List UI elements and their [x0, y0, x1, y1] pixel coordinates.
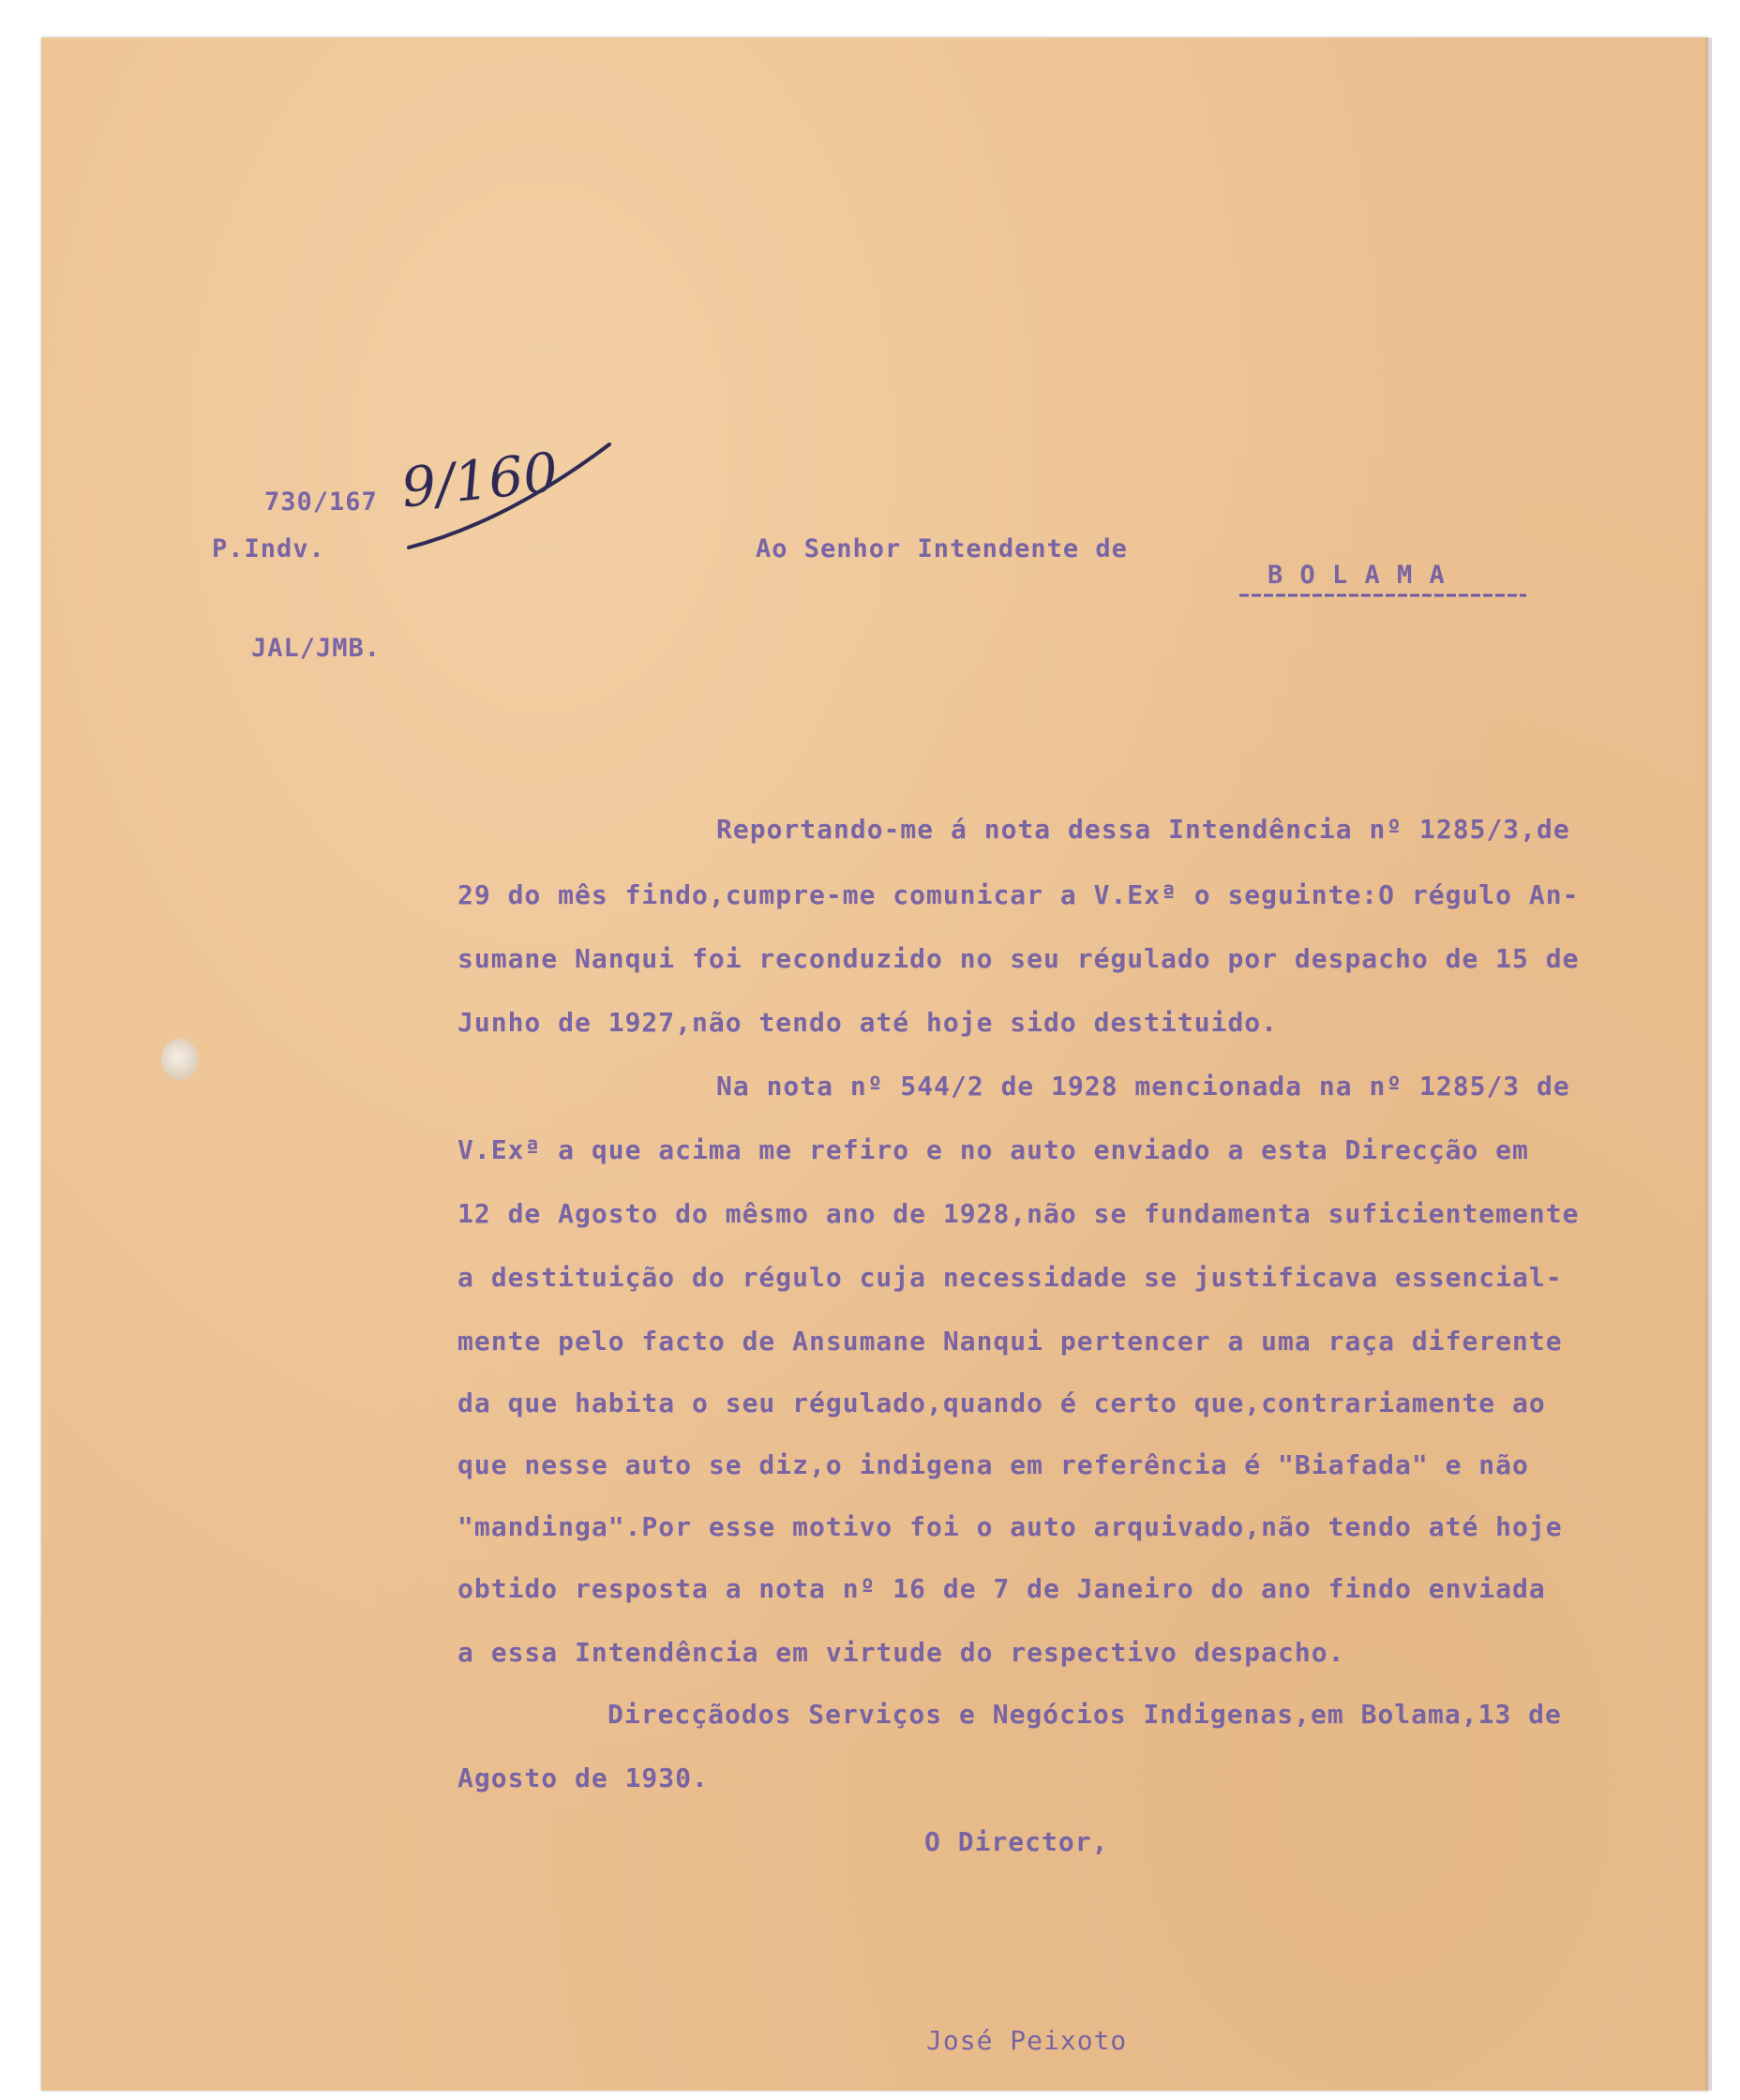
closing-line: Direcçãodos Serviços e Negócios Indigenas,em Bolama,13 de [608, 1699, 1562, 1730]
body-line: Reportando-me á nota dessa Intendência nº 1285/3,de [716, 814, 1570, 845]
body-line: Junho de 1927,não tendo até hoje sido destituido. [458, 1007, 1279, 1038]
page-edge-shadow [1702, 38, 1712, 2091]
initials: JAL/JMB. [251, 634, 382, 663]
body-line: da que habita o seu régulado,quando é certo que,contrariamente ao [458, 1388, 1546, 1418]
body-line: V.Exª a que acima me refiro e no auto enviado a esta Direcção em [458, 1134, 1529, 1165]
reference-number: 730/167 [264, 488, 378, 517]
body-line: sumane Nanqui foi reconduzido no seu régulado por despacho de 15 de [458, 943, 1580, 974]
signature-title: O Director, [924, 1826, 1109, 1857]
section-code: P.Indv. [212, 534, 325, 563]
body-line: a essa Intendência em virtude do respectivo despacho. [458, 1637, 1345, 1668]
body-line: que nesse auto se diz,o indigena em referência é "Biafada" e não [458, 1449, 1529, 1480]
punch-hole [161, 1039, 199, 1080]
document-page [41, 38, 1708, 2091]
body-line: obtido resposta a nota nº 16 de 7 de Janeiro do ano findo enviada [458, 1573, 1546, 1604]
handwritten-number: 9/160 [398, 440, 562, 520]
addressee-prefix: Ao Senhor Intendente de [756, 534, 1128, 563]
body-line: 12 de Agosto do mêsmo ano de 1928,não se fundamenta suficientemente [458, 1198, 1580, 1229]
closing-line: Agosto de 1930. [458, 1762, 709, 1793]
addressee-place: B O L A M A [1268, 561, 1446, 590]
addressee-underline [1238, 591, 1530, 600]
body-line: mente pelo facto de Ansumane Nanqui pertencer a uma raça diferente [458, 1326, 1563, 1357]
signature-name: José Peixoto [926, 2025, 1128, 2056]
body-line: Na nota nº 544/2 de 1928 mencionada na nº 1285/3 de [716, 1071, 1570, 1102]
handwritten-underline [403, 433, 619, 560]
body-line: 29 do mês findo,cumpre-me comunicar a V.Exª o seguinte:O régulo An- [458, 879, 1580, 910]
body-line: "mandinga".Por esse motivo foi o auto arquivado,não tendo até hoje [458, 1511, 1563, 1542]
body-line: a destituição do régulo cuja necessidade se justificava essencial- [458, 1262, 1563, 1293]
